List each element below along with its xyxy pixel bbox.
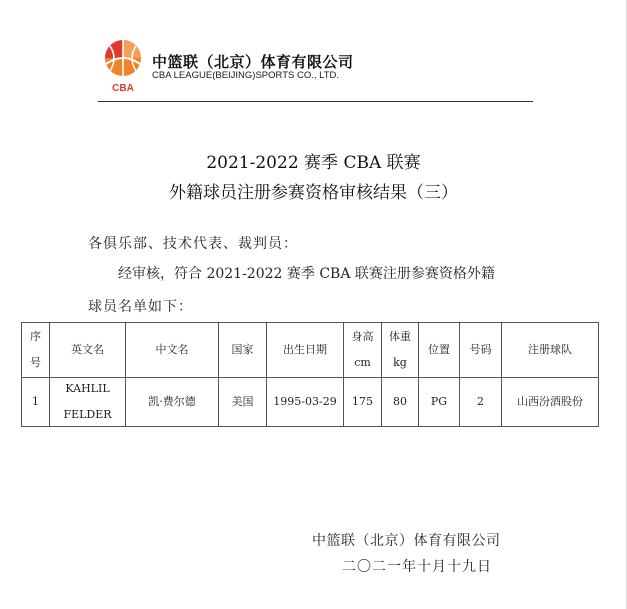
cell-weight: 80 <box>382 378 419 427</box>
signature-organization: 中篮联（北京）体育有限公司 <box>312 533 501 549</box>
cell-team: 山西汾酒股份 <box>502 378 599 427</box>
cell-height: 175 <box>344 378 382 427</box>
cell-position: PG <box>419 378 460 427</box>
header-height-line-2: cm <box>354 356 371 369</box>
document-title-line-1: 2021-2022 赛季 CBA 联赛 <box>206 153 421 173</box>
salutation: 各俱乐部、技术代表、裁判员： <box>88 236 298 252</box>
cell-english-name-line-1: KAHLIL <box>65 382 110 395</box>
header-index-line-2: 号 <box>30 356 41 369</box>
header-divider <box>98 101 533 102</box>
header-birth-date <box>267 323 344 378</box>
header-number-label: 号码 <box>469 343 492 356</box>
table-header-row <box>22 323 599 378</box>
cell-english-name-line-2: FELDER <box>63 408 112 421</box>
header-index-line-1: 序 <box>30 330 41 343</box>
cell-index: 1 <box>22 378 50 427</box>
header-chinese-name-label: 中文名 <box>155 343 189 356</box>
cell-country: 美国 <box>219 378 267 427</box>
body-paragraph-line-1: 经审核，符合 2021-2022 赛季 CBA 联赛注册参赛资格外籍 <box>118 266 495 282</box>
cell-birth-date: 1995-03-29 <box>267 378 344 427</box>
body-paragraph-line-2: 球员名单如下： <box>88 299 193 315</box>
logo-text: CBA <box>112 83 134 94</box>
header-weight-line-1: 体重 <box>389 330 411 343</box>
player-roster-table <box>21 322 599 427</box>
document-title-line-2: 外籍球员注册参赛资格审核结果（三） <box>169 183 458 203</box>
cell-english-name <box>50 378 126 427</box>
cba-logo <box>100 38 146 94</box>
header-weight <box>382 323 419 378</box>
header-index <box>22 323 50 378</box>
header-team <box>502 323 599 378</box>
header-height-line-1: 身高 <box>351 330 374 343</box>
header-weight-line-2: kg <box>393 356 407 369</box>
company-name-en: CBA LEAGUE(BEIJING)SPORTS CO., LTD. <box>152 70 340 81</box>
header-chinese-name <box>126 323 219 378</box>
header-country-label: 国家 <box>231 343 254 356</box>
cell-number: 2 <box>460 378 502 427</box>
header-english-name <box>50 323 126 378</box>
company-name-cn: 中篮联（北京）体育有限公司 <box>152 53 354 71</box>
header-country <box>219 323 267 378</box>
header-english-name-label: 英文名 <box>71 343 104 356</box>
header-height <box>344 323 382 378</box>
header-birth-date-label: 出生日期 <box>283 343 327 356</box>
header-position <box>419 323 460 378</box>
header-team-label: 注册球队 <box>528 343 572 356</box>
header-position-label: 位置 <box>428 343 450 356</box>
cell-chinese-name: 凯·费尔德 <box>126 378 219 427</box>
signature-date: 二〇二一年十月十九日 <box>342 559 492 575</box>
table-row <box>22 378 599 427</box>
header-number <box>460 323 502 378</box>
